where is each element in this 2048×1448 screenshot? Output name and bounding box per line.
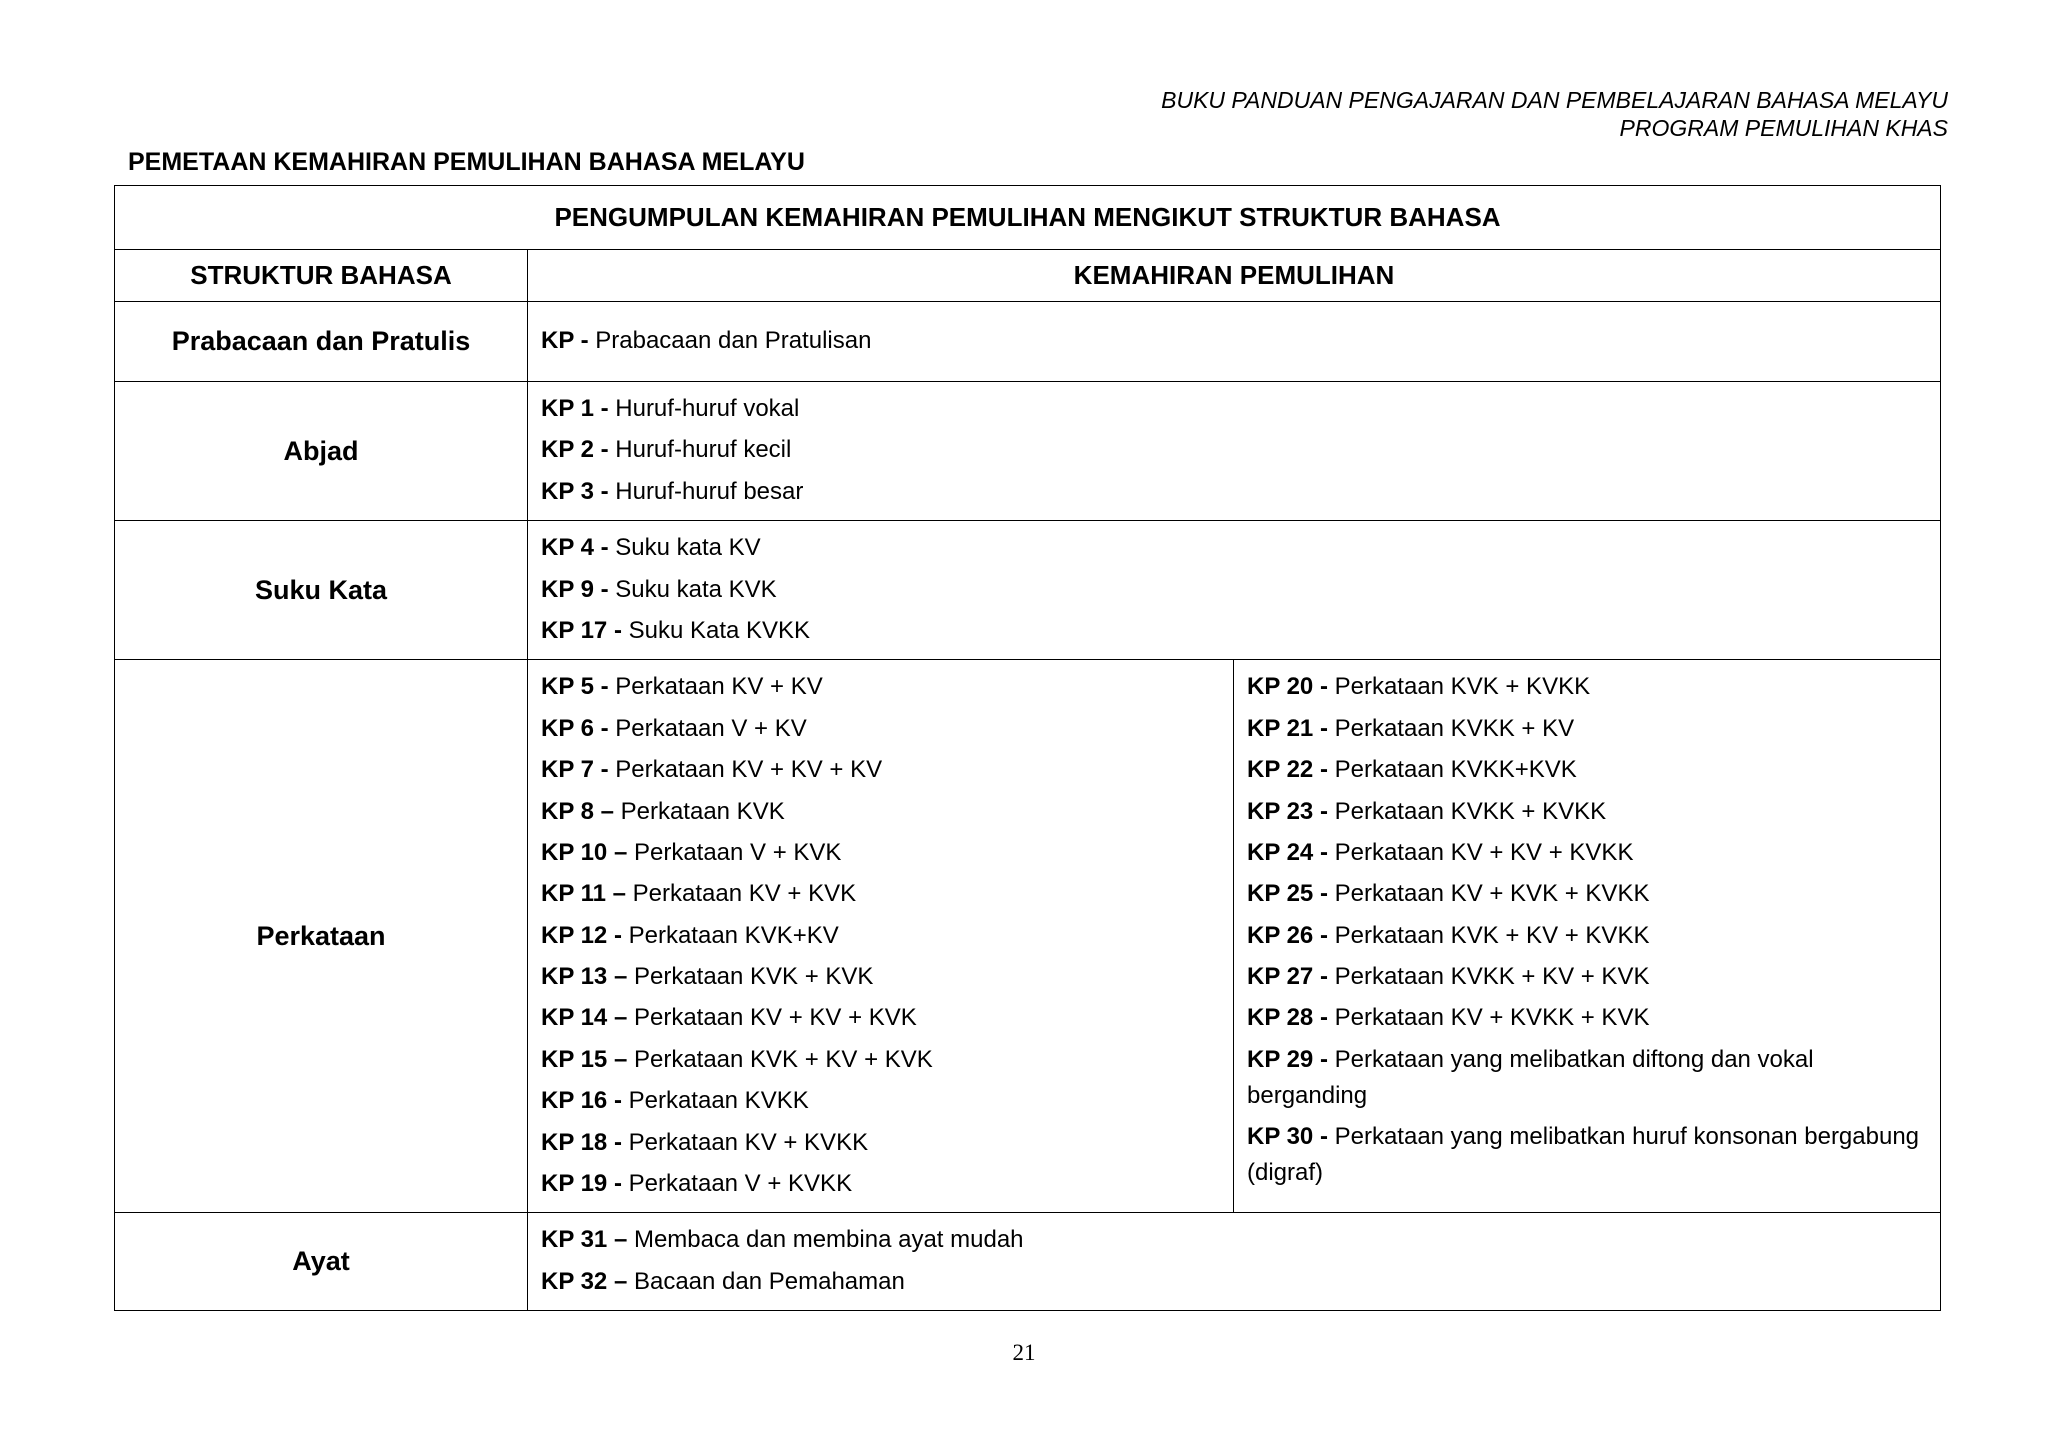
list-item: KP 13 – Perkataan KVK + KVK — [541, 963, 874, 991]
struktur-cell: Abjad — [115, 382, 528, 521]
list-item: KP 25 - Perkataan KV + KVK + KVKK — [1247, 880, 1650, 908]
table-caption: PENGUMPULAN KEMAHIRAN PEMULIHAN MENGIKUT STRUKTUR BAHASA — [115, 186, 1941, 250]
list-item: KP 18 - Perkataan KV + KVKK — [541, 1128, 869, 1156]
list-item: KP 8 – Perkataan KVK — [541, 797, 785, 825]
list-item: KP 6 - Perkataan V + KV — [541, 714, 807, 742]
list-item: KP 32 – Bacaan dan Pemahaman — [541, 1267, 905, 1295]
struktur-cell: Perkataan — [115, 660, 528, 1213]
page-title: PEMETAAN KEMAHIRAN PEMULIHAN BAHASA MELAYU — [128, 148, 805, 176]
list-item: KP 15 – Perkataan KVK + KV + KVK — [541, 1045, 933, 1073]
list-item: KP 12 - Perkataan KVK+KV — [541, 921, 839, 949]
skills-cell — [528, 302, 1941, 382]
list-item: KP 29 - Perkataan yang melibatkan diftong dan vokal berganding — [1247, 1045, 1814, 1109]
struktur-cell: Ayat — [115, 1213, 528, 1311]
list-item: KP 26 - Perkataan KVK + KV + KVKK — [1247, 921, 1650, 949]
column-header-kemahiran: KEMAHIRAN PEMULIHAN — [528, 250, 1941, 302]
list-item: KP 19 - Perkataan V + KVKK — [541, 1170, 853, 1198]
list-item: KP 22 - Perkataan KVKK+KVK — [1247, 756, 1577, 784]
table-row — [115, 660, 1941, 1213]
list-item: KP 27 - Perkataan KVKK + KV + KVK — [1247, 963, 1650, 991]
list-item: KP 17 - Suku Kata KVKK — [541, 616, 811, 644]
list-item: KP 23 - Perkataan KVKK + KVKK — [1247, 797, 1607, 825]
skills-cell — [528, 521, 1941, 660]
header-line-2: PROGRAM PEMULIHAN KHAS — [1619, 115, 1948, 141]
skills-cell — [528, 1213, 1941, 1311]
list-item: KP 7 - Perkataan KV + KV + KV — [541, 756, 883, 784]
table-row — [115, 1213, 1941, 1311]
list-item: KP 14 – Perkataan KV + KV + KVK — [541, 1004, 917, 1032]
list-item: KP - Prabacaan dan Pratulisan — [541, 326, 872, 354]
skills-cell-right — [1234, 660, 1941, 1213]
list-item: KP 30 - Perkataan yang melibatkan huruf konsonan bergabung (digraf) — [1247, 1122, 1920, 1186]
list-item: KP 9 - Suku kata KVK — [541, 575, 777, 603]
skills-cell — [528, 382, 1941, 521]
table-row — [115, 382, 1941, 521]
list-item: KP 20 - Perkataan KVK + KVKK — [1247, 673, 1591, 701]
list-item: KP 3 - Huruf-huruf besar — [541, 477, 804, 505]
list-item: KP 31 – Membaca dan membina ayat mudah — [541, 1226, 1024, 1254]
table-row — [115, 521, 1941, 660]
struktur-cell: Suku Kata — [115, 521, 528, 660]
skills-cell-left — [528, 660, 1234, 1213]
list-item: KP 21 - Perkataan KVKK + KV — [1247, 714, 1575, 742]
column-header-struktur: STRUKTUR BAHASA — [115, 250, 528, 302]
list-item: KP 4 - Suku kata KV — [541, 534, 761, 562]
list-item: KP 10 – Perkataan V + KVK — [541, 838, 842, 866]
list-item: KP 11 – Perkataan KV + KVK — [541, 880, 857, 908]
table-row — [115, 302, 1941, 382]
list-item: KP 2 - Huruf-huruf kecil — [541, 436, 792, 464]
list-item: KP 1 - Huruf-huruf vokal — [541, 395, 800, 422]
list-item: KP 16 - Perkataan KVKK — [541, 1087, 809, 1115]
document-header — [1161, 86, 1948, 142]
list-item: KP 24 - Perkataan KV + KV + KVKK — [1247, 838, 1634, 866]
skills-mapping-table — [114, 185, 1941, 1311]
page-number: 21 — [1012, 1340, 1036, 1365]
list-item: KP 28 - Perkataan KV + KVKK + KVK — [1247, 1004, 1650, 1032]
list-item: KP 5 - Perkataan KV + KV — [541, 673, 823, 701]
struktur-cell: Prabacaan dan Pratulis — [115, 302, 528, 382]
header-line-1: BUKU PANDUAN PENGAJARAN DAN PEMBELAJARAN BAHASA MELAYU — [1161, 87, 1948, 113]
